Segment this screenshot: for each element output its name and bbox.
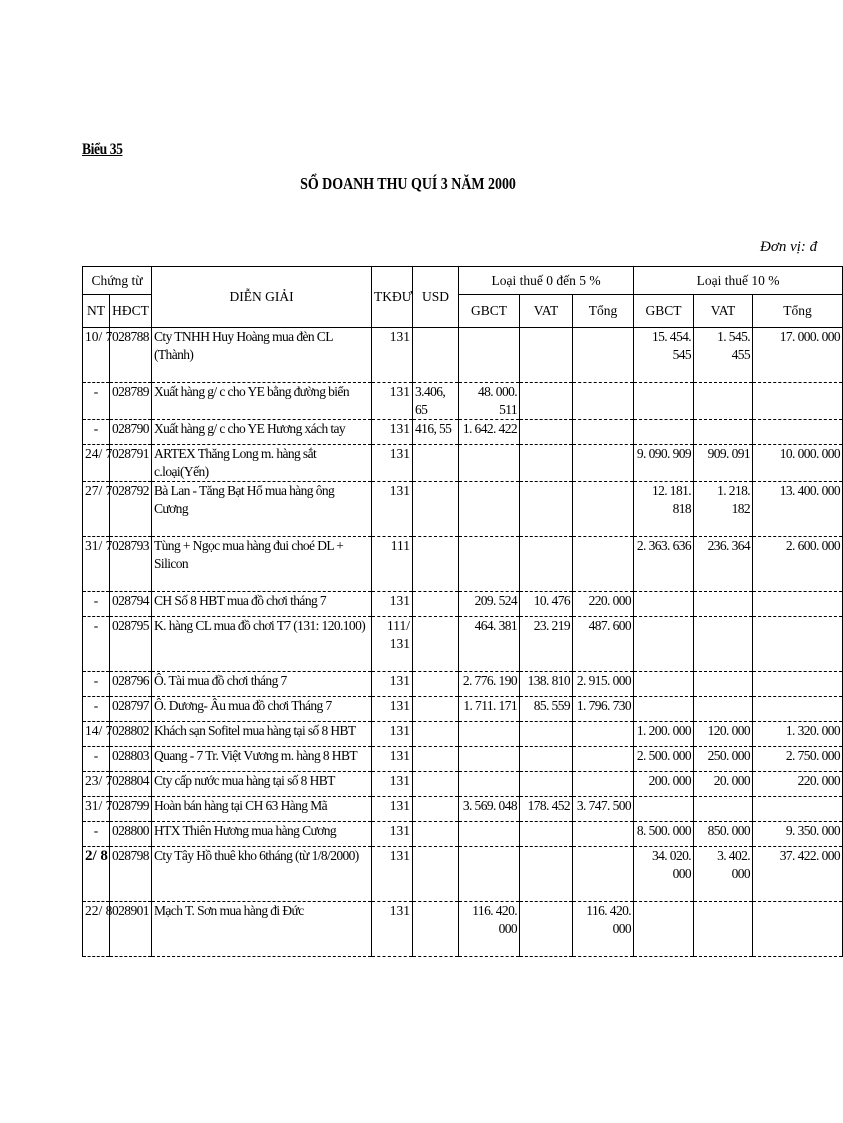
cell-nt: 23/ 7 [83,772,110,797]
header-dien-giai: DIỄN GIẢI [152,267,372,328]
cell-gbct-2: 9. 090. 909 [634,445,694,482]
cell-hdct: 028901 [110,902,152,957]
cell-vat-2 [694,902,753,957]
cell-vat-2 [694,797,753,822]
cell-tong-2 [753,797,843,822]
cell-vat-1 [520,722,573,747]
cell-usd [413,772,459,797]
cell-usd [413,482,459,537]
header-vat-1: VAT [520,295,573,328]
cell-usd [413,672,459,697]
cell-hdct: 028800 [110,822,152,847]
cell-tong-1 [573,482,634,537]
cell-vat-1 [520,482,573,537]
table-row [83,328,843,383]
cell-tong-2 [753,617,843,672]
revenue-table-wrapper [82,266,842,1012]
cell-tkdu: 131 [372,772,413,797]
cell-nt: 14/ 7 [83,722,110,747]
cell-vat-1 [520,383,573,420]
cell-vat-2 [694,617,753,672]
cell-nt: - [83,383,110,420]
cell-dien-giai: CH Số 8 HBT mua đồ chơi tháng 7 [152,592,372,617]
cell-tong-2 [753,902,843,957]
page-title: SỔ DOANH THU QUÍ 3 NĂM 2000 [300,174,516,193]
cell-nt: 2/ 8 [83,847,110,902]
cell-nt: 31/ 7 [83,537,110,592]
cell-tong-1 [573,772,634,797]
cell-tong-2 [753,697,843,722]
cell-vat-2 [694,697,753,722]
cell-vat-1 [520,420,573,445]
cell-vat-1 [520,772,573,797]
cell-usd [413,822,459,847]
cell-hdct: 028795 [110,617,152,672]
cell-tkdu: 131 [372,328,413,383]
cell-gbct-2: 2. 500. 000 [634,747,694,772]
cell-usd: 416, 55 [413,420,459,445]
cell-gbct-1 [459,445,520,482]
cell-dien-giai: Xuất hàng g/ c cho YE bằng đường biển [152,383,372,420]
cell-vat-1 [520,822,573,847]
cell-hdct: 028804 [110,772,152,797]
cell-tkdu: 131 [372,697,413,722]
cell-vat-2: 1. 218. 182 [694,482,753,537]
cell-dien-giai: Tùng + Ngọc mua hàng đui choé DL + Silicon [152,537,372,592]
cell-hdct: 028794 [110,592,152,617]
cell-tong-1 [573,537,634,592]
table-row [83,420,843,445]
cell-tong-1: 220. 000 [573,592,634,617]
cell-gbct-1: 1. 711. 171 [459,697,520,722]
cell-gbct-2 [634,420,694,445]
cell-gbct-1 [459,822,520,847]
cell-tkdu: 131 [372,592,413,617]
table-row [83,482,843,537]
table-row [83,672,843,697]
cell-dien-giai: Hoàn bán hàng tại CH 63 Hàng Mã [152,797,372,822]
cell-nt: 31/ 7 [83,797,110,822]
cell-tkdu: 131 [372,672,413,697]
cell-nt: - [83,697,110,722]
cell-vat-2: 1. 545. 455 [694,328,753,383]
cell-tkdu: 131 [372,847,413,902]
cell-hdct: 028798 [110,847,152,902]
cell-tong-1 [573,722,634,747]
cell-vat-2: 909. 091 [694,445,753,482]
cell-tkdu: 111 [372,537,413,592]
cell-gbct-2: 12. 181. 818 [634,482,694,537]
table-body [83,328,843,957]
cell-usd [413,722,459,747]
cell-tong-1 [573,847,634,902]
cell-dien-giai: HTX Thiên Hương mua hàng Cương [152,822,372,847]
cell-tong-1 [573,445,634,482]
cell-hdct: 028796 [110,672,152,697]
cell-nt: - [83,592,110,617]
cell-dien-giai: Cty TNHH Huy Hoàng mua đèn CL (Thành) [152,328,372,383]
cell-nt: - [83,617,110,672]
cell-gbct-1: 48. 000. 511 [459,383,520,420]
cell-hdct: 028789 [110,383,152,420]
table-row [83,445,843,482]
table-row [83,747,843,772]
cell-usd [413,797,459,822]
cell-tong-1: 3. 747. 500 [573,797,634,822]
cell-hdct: 028792 [110,482,152,537]
header-group-tax-10: Loại thuế 10 % [634,267,843,295]
cell-tkdu: 131 [372,797,413,822]
revenue-table [82,266,843,957]
cell-gbct-1: 116. 420. 000 [459,902,520,957]
cell-gbct-1 [459,722,520,747]
table-row [83,847,843,902]
cell-tkdu: 131 [372,822,413,847]
cell-tong-1: 2. 915. 000 [573,672,634,697]
cell-tong-2: 220. 000 [753,772,843,797]
cell-vat-1: 178. 452 [520,797,573,822]
cell-gbct-2: 2. 363. 636 [634,537,694,592]
cell-vat-1 [520,445,573,482]
table-row [83,822,843,847]
cell-gbct-2 [634,592,694,617]
table-row [83,537,843,592]
cell-dien-giai: K. hàng CL mua đồ chơi T7 (131: 120.100) [152,617,372,672]
cell-nt: 22/ 8 [83,902,110,957]
cell-gbct-2 [634,902,694,957]
table-row [83,722,843,747]
cell-gbct-2 [634,672,694,697]
cell-nt: 27/ 7 [83,482,110,537]
header-tong-1: Tổng [573,295,634,328]
cell-gbct-2 [634,797,694,822]
cell-vat-1: 138. 810 [520,672,573,697]
cell-vat-2: 250. 000 [694,747,753,772]
cell-vat-1: 85. 559 [520,697,573,722]
cell-tong-2: 1. 320. 000 [753,722,843,747]
cell-tong-1 [573,420,634,445]
cell-hdct: 028799 [110,797,152,822]
cell-gbct-2: 1. 200. 000 [634,722,694,747]
cell-usd [413,847,459,902]
cell-tong-1 [573,747,634,772]
cell-gbct-2: 34. 020. 000 [634,847,694,902]
cell-gbct-1: 2. 776. 190 [459,672,520,697]
cell-tong-1: 487. 600 [573,617,634,672]
cell-gbct-1: 1. 642. 422 [459,420,520,445]
cell-hdct: 028802 [110,722,152,747]
cell-tong-1: 1. 796. 730 [573,697,634,722]
cell-usd [413,617,459,672]
table-row [83,383,843,420]
cell-vat-2 [694,592,753,617]
cell-nt: - [83,822,110,847]
cell-dien-giai: Cty Tây Hồ thuê kho 6tháng (từ 1/8/2000) [152,847,372,902]
cell-dien-giai: Xuất hàng g/ c cho YE Hương xách tay [152,420,372,445]
cell-gbct-2: 200. 000 [634,772,694,797]
table-row [83,617,843,672]
cell-tong-2: 10. 000. 000 [753,445,843,482]
cell-usd [413,445,459,482]
cell-tkdu: 131 [372,722,413,747]
cell-tong-2: 13. 400. 000 [753,482,843,537]
cell-vat-1 [520,847,573,902]
cell-dien-giai: Quang - 7 Tr. Việt Vương m. hàng 8 HBT [152,747,372,772]
cell-dien-giai: Ô. Dương- Âu mua đồ chơi Tháng 7 [152,697,372,722]
cell-gbct-2 [634,697,694,722]
header-nt: NT [83,295,110,328]
cell-gbct-2: 8. 500. 000 [634,822,694,847]
cell-usd [413,592,459,617]
cell-hdct: 028803 [110,747,152,772]
cell-nt: 24/ 7 [83,445,110,482]
header-tkdu: TKĐƯ [372,267,413,328]
header-usd: USD [413,267,459,328]
cell-gbct-1 [459,482,520,537]
header-hdct: HĐCT [110,295,152,328]
cell-gbct-1 [459,537,520,592]
unit-note: Đơn vị: đ [760,239,818,255]
cell-gbct-1: 464. 381 [459,617,520,672]
cell-vat-2: 850. 000 [694,822,753,847]
cell-vat-2 [694,383,753,420]
cell-tkdu: 111/ 131 [372,617,413,672]
cell-dien-giai: Mạch T. Sơn mua hàng đi Đức [152,902,372,957]
cell-vat-2: 120. 000 [694,722,753,747]
cell-tong-1 [573,822,634,847]
cell-tong-2 [753,672,843,697]
cell-gbct-1: 3. 569. 048 [459,797,520,822]
cell-usd [413,697,459,722]
cell-vat-1 [520,537,573,592]
cell-gbct-1 [459,328,520,383]
cell-hdct: 028791 [110,445,152,482]
table-row [83,697,843,722]
cell-tkdu: 131 [372,747,413,772]
cell-nt: 10/ 7 [83,328,110,383]
table-row [83,902,843,957]
header-gbct-2: GBCT [634,295,694,328]
cell-tong-1 [573,383,634,420]
cell-tkdu: 131 [372,445,413,482]
cell-gbct-1 [459,747,520,772]
cell-vat-2 [694,420,753,445]
cell-gbct-2 [634,617,694,672]
page-label: Biểu 35 [82,141,123,158]
cell-vat-1: 23. 219 [520,617,573,672]
cell-gbct-2: 15. 454. 545 [634,328,694,383]
cell-vat-2 [694,672,753,697]
cell-vat-1 [520,902,573,957]
cell-tkdu: 131 [372,902,413,957]
cell-dien-giai: Ô. Tài mua đồ chơi tháng 7 [152,672,372,697]
cell-nt: - [83,747,110,772]
header-gbct-1: GBCT [459,295,520,328]
cell-tong-2: 2. 750. 000 [753,747,843,772]
cell-tong-2 [753,383,843,420]
cell-tong-2: 17. 000. 000 [753,328,843,383]
cell-tkdu: 131 [372,420,413,445]
header-chung-tu: Chứng từ [83,267,152,295]
cell-usd: 3.406, 65 [413,383,459,420]
cell-gbct-1 [459,772,520,797]
cell-usd [413,537,459,592]
cell-hdct: 028788 [110,328,152,383]
cell-vat-1: 10. 476 [520,592,573,617]
cell-tkdu: 131 [372,383,413,420]
cell-tong-2: 9. 350. 000 [753,822,843,847]
cell-tong-2 [753,420,843,445]
cell-dien-giai: Cty cấp nước mua hàng tại số 8 HBT [152,772,372,797]
cell-hdct: 028790 [110,420,152,445]
cell-vat-2: 236. 364 [694,537,753,592]
cell-nt: - [83,672,110,697]
header-tong-2: Tổng [753,295,843,328]
cell-hdct: 028797 [110,697,152,722]
cell-tong-1: 116. 420. 000 [573,902,634,957]
cell-dien-giai: Khách sạn Sofitel mua hàng tại số 8 HBT [152,722,372,747]
cell-gbct-2 [634,383,694,420]
cell-tkdu: 131 [372,482,413,537]
cell-dien-giai: Bà Lan - Tăng Bạt Hổ mua hàng ông Cương [152,482,372,537]
cell-tong-1 [573,328,634,383]
cell-vat-2: 20. 000 [694,772,753,797]
header-group-tax-0-5: Loại thuế 0 đến 5 % [459,267,634,295]
cell-usd [413,328,459,383]
table-row [83,772,843,797]
cell-usd [413,747,459,772]
cell-tong-2: 2. 600. 000 [753,537,843,592]
table-row [83,797,843,822]
cell-hdct: 028793 [110,537,152,592]
cell-gbct-1: 209. 524 [459,592,520,617]
cell-tong-2: 37. 422. 000 [753,847,843,902]
cell-tong-2 [753,592,843,617]
cell-vat-2: 3. 402. 000 [694,847,753,902]
cell-vat-1 [520,328,573,383]
cell-vat-1 [520,747,573,772]
cell-dien-giai: ARTEX Thăng Long m. hàng sắt c.loại(Yến) [152,445,372,482]
cell-usd [413,902,459,957]
header-vat-2: VAT [694,295,753,328]
cell-nt: - [83,420,110,445]
cell-gbct-1 [459,847,520,902]
table-row [83,592,843,617]
